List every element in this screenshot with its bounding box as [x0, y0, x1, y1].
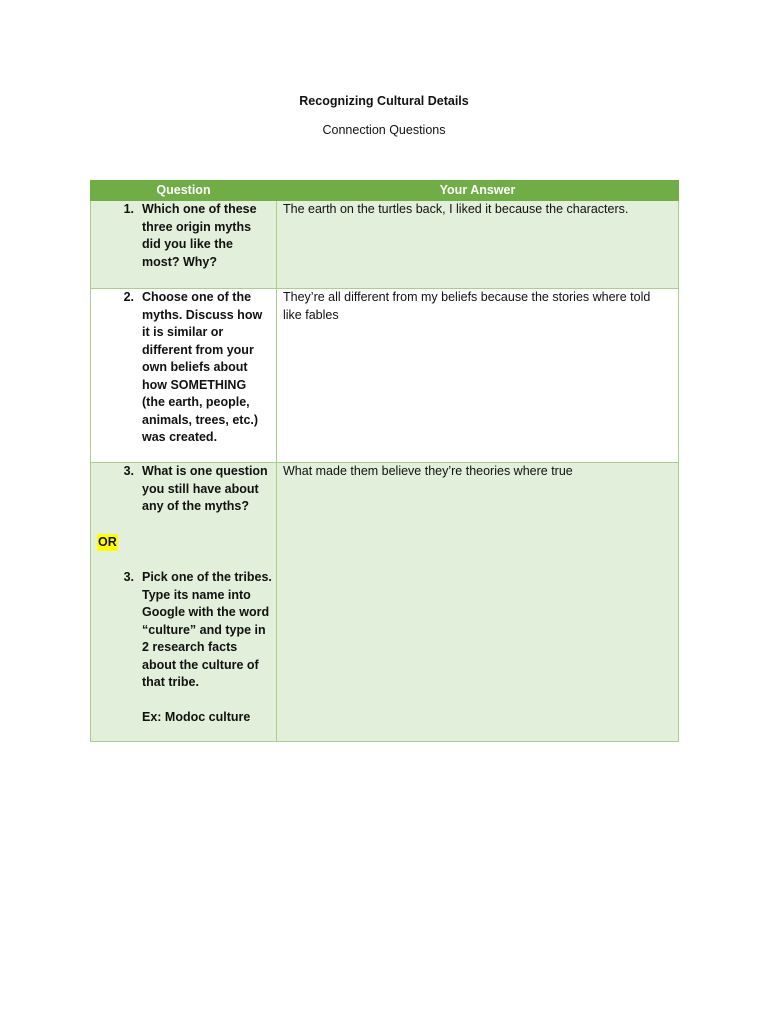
table-row — [91, 201, 679, 289]
page-title: Recognizing Cultural Details — [299, 94, 469, 108]
answer-cell[interactable]: The earth on the turtles back, I liked it because the characters. — [277, 201, 679, 289]
column-header-question: Question — [91, 181, 277, 201]
question-cell — [91, 201, 277, 289]
answer-cell[interactable]: They’re all different from my beliefs because the stories where told like fables — [277, 289, 679, 463]
question-text: What is one question you still have about any of the myths? — [142, 464, 268, 513]
example-text: Ex: Modoc culture — [142, 709, 251, 724]
answer-cell[interactable]: What made them believe they’re theories where true — [277, 463, 679, 742]
question-text: Which one of these three origin myths did you like the most? Why? — [142, 202, 257, 269]
question-cell — [91, 289, 277, 463]
column-header-answer: Your Answer — [277, 181, 679, 201]
table-row — [91, 463, 679, 742]
table-header-row — [91, 181, 679, 201]
question-cell — [91, 463, 277, 742]
question-text: Pick one of the tribes. Type its name into Google with the word “culture” and type in 2 research facts about the culture of that tribe. — [142, 570, 272, 689]
question-number: 3. — [123, 570, 134, 584]
question-number: 3. — [123, 464, 134, 478]
question-number: 1. — [123, 202, 134, 216]
table-row — [91, 289, 679, 463]
or-highlight-label: OR — [97, 534, 118, 552]
question-answer-table — [90, 180, 679, 742]
page-subtitle: Connection Questions — [322, 123, 446, 137]
question-text: Choose one of the myths. Discuss how it is similar or different from your own beliefs about how SOMETHING (the earth, people, animals, trees, etc.) was created. — [142, 290, 263, 444]
question-number: 2. — [123, 290, 134, 304]
